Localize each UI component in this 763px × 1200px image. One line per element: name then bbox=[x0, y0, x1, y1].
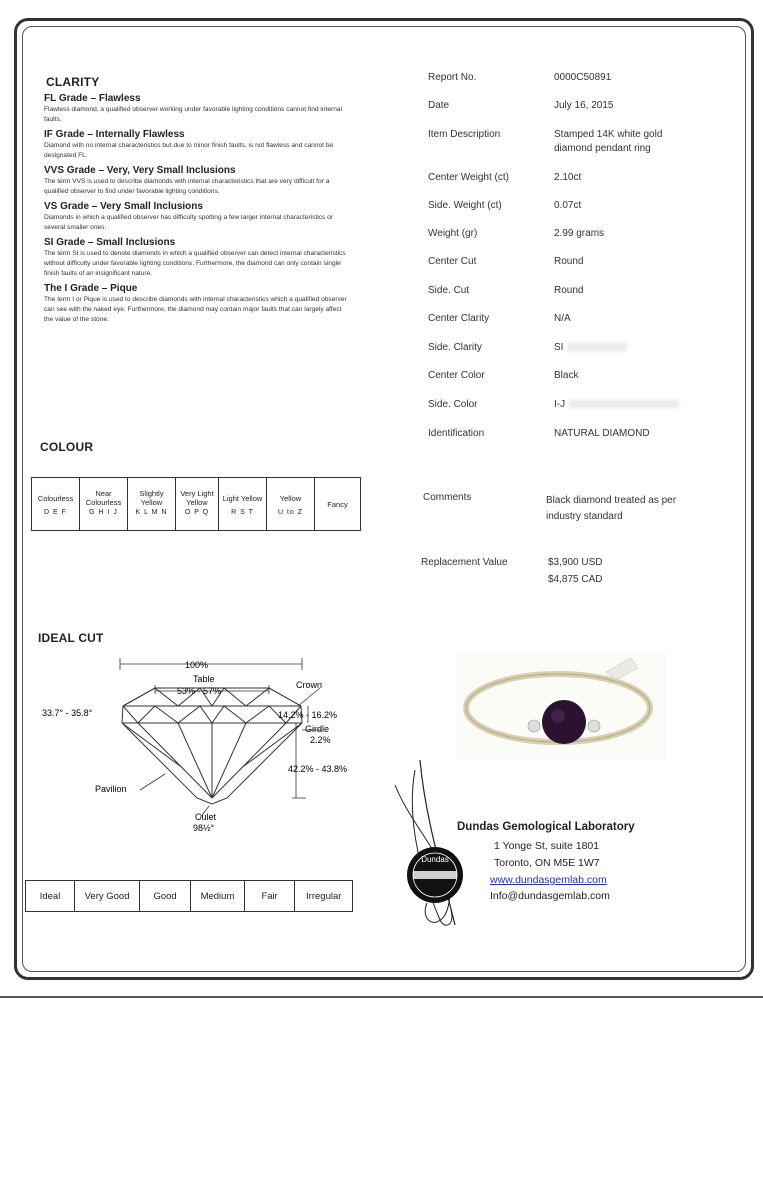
report-label-weight-gr: Weight (gr) bbox=[428, 228, 478, 239]
report-value-side-color: I-J bbox=[554, 399, 566, 410]
colour-scale-table bbox=[31, 477, 361, 531]
report-value-weight-gr: 2.99 grams bbox=[554, 228, 605, 239]
report-value-side-clarity: SI bbox=[554, 342, 564, 353]
clarity-grade-i bbox=[44, 283, 350, 325]
cut-grade-medium: Medium bbox=[191, 881, 245, 912]
colour-cell-very-light-yellow bbox=[176, 478, 219, 531]
colour-title: COLOUR bbox=[40, 440, 94, 454]
report-label-center-cut: Center Cut bbox=[428, 256, 477, 267]
ideal-cut-title: IDEAL CUT bbox=[38, 631, 104, 645]
report-value-date: July 16, 2015 bbox=[554, 100, 614, 111]
seal-text: Dundas bbox=[421, 855, 449, 864]
report-label-center-color: Center Color bbox=[428, 370, 485, 381]
cut-grade-table bbox=[25, 880, 353, 912]
grade-description: The term SI is used to denote diamonds in which a qualified observer can detect internal characteristics without difficulty under favorable lighting conditions. Furthermore, the diamond can only contain single finish faults of an insignificant nature. bbox=[44, 250, 346, 277]
report-value-side-weight: 0.07ct bbox=[554, 200, 582, 211]
grade-heading: VVS Grade – Very, Very Small Inclusions bbox=[44, 165, 236, 176]
report-value-identification: NATURAL DIAMOND bbox=[554, 428, 650, 439]
report-value-side-color-wrap bbox=[554, 398, 734, 412]
diamond-outline bbox=[122, 688, 302, 804]
cut-grade-irregular: Irregular bbox=[295, 881, 353, 912]
report-value-item-description: Stamped 14K white gold diamond pendant ring bbox=[554, 129, 663, 154]
width-label: 100% bbox=[185, 660, 209, 670]
grade-description: The term I or Pique is used to describe diamonds with internal characteristics which a qualified observer can see with the naked eye. Furthermore, the diamond may contain major faults that can largely affect the value of the stone. bbox=[44, 296, 347, 323]
colour-name: Colourless bbox=[37, 493, 74, 503]
dimension-lines bbox=[120, 658, 322, 818]
report-label-center-weight: Center Weight (ct) bbox=[428, 172, 509, 183]
page-bottom-rule bbox=[0, 996, 763, 998]
clarity-grade-si bbox=[44, 237, 350, 279]
grade-heading: The I Grade – Pique bbox=[44, 283, 138, 294]
report-value-center-clarity: N/A bbox=[554, 313, 571, 324]
grade-heading: VS Grade – Very Small Inclusions bbox=[44, 201, 203, 212]
report-label-side-cut: Side. Cut bbox=[428, 285, 470, 296]
grade-heading: SI Grade – Small Inclusions bbox=[44, 237, 176, 248]
diamond-cut-diagram bbox=[30, 648, 370, 840]
colour-cell-colourless bbox=[32, 478, 80, 531]
side-stone-left bbox=[528, 720, 540, 732]
report-label-side-color: Side. Color bbox=[428, 399, 478, 410]
culet-label: Culet bbox=[195, 812, 217, 822]
grade-description: Flawless diamond, a qualified observer working under favorable lighting conditions cannot find internal faults. bbox=[44, 106, 342, 123]
clarity-grade-fl bbox=[44, 93, 350, 125]
report-value-center-cut: Round bbox=[554, 256, 584, 267]
report-value-report-no: 0000C50891 bbox=[554, 72, 612, 83]
comments-label: Comments bbox=[423, 492, 472, 503]
center-stone bbox=[542, 700, 586, 744]
lab-address-line1: 1 Yonge St, suite 1801 bbox=[494, 840, 600, 852]
comments-value: Black diamond treated as per industry standard bbox=[546, 495, 677, 522]
grade-description: Diamond with no internal characteristics but due to minor finish faults, is not flawless and cannot be designated FL. bbox=[44, 142, 334, 159]
report-label-side-clarity: Side. Clarity bbox=[428, 342, 482, 353]
culet-value-label: 98½° bbox=[193, 823, 215, 833]
replacement-value-usd: $3,900 USD bbox=[548, 557, 603, 568]
redacted-text bbox=[567, 343, 627, 351]
colour-grades: R S T bbox=[231, 509, 254, 516]
report-value-center-weight: 2.10ct bbox=[554, 172, 582, 183]
crown-angle-label: 33.7° - 35.8° bbox=[42, 708, 93, 718]
report-label-identification: Identification bbox=[428, 428, 485, 439]
crown-label: Crown bbox=[296, 680, 323, 690]
table-range-label: 53% - 57% bbox=[177, 686, 222, 696]
seal-band bbox=[413, 871, 457, 879]
colour-name: Yellow bbox=[279, 493, 302, 503]
stone-highlight bbox=[551, 709, 565, 723]
colour-cell-fancy bbox=[315, 478, 361, 531]
table-label: Table bbox=[193, 674, 215, 684]
lab-website-link[interactable]: www.dundasgemlab.com bbox=[490, 874, 607, 886]
colour-cell-light-yellow bbox=[219, 478, 267, 531]
lab-name: Dundas Gemological Laboratory bbox=[457, 821, 635, 833]
report-value-side-cut: Round bbox=[554, 285, 584, 296]
grade-heading: IF Grade – Internally Flawless bbox=[44, 129, 185, 140]
girdle-value-label: 2.2% bbox=[310, 735, 331, 745]
cut-grade-very-good: Very Good bbox=[75, 881, 140, 912]
replacement-value-label: Replacement Value bbox=[421, 557, 508, 568]
colour-name: Light Yellow bbox=[222, 493, 263, 503]
report-label-side-weight: Side. Weight (ct) bbox=[428, 200, 502, 211]
crown-height-label: 14.2% - 16.2% bbox=[278, 710, 338, 720]
side-stone-right bbox=[588, 720, 600, 732]
report-value-side-clarity-wrap bbox=[554, 341, 734, 355]
pavilion-label: Pavilion bbox=[95, 784, 127, 794]
cut-grade-good: Good bbox=[140, 881, 191, 912]
grade-description: Diamonds in which a qualified observer has difficulty spotting a few larger internal characteristics or several smaller ones. bbox=[44, 214, 334, 231]
cut-grade-ideal: Ideal bbox=[26, 881, 75, 912]
colour-name: Slightly Yellow bbox=[139, 489, 164, 507]
colour-name: Fancy bbox=[327, 499, 348, 509]
ring-photo bbox=[456, 650, 666, 760]
colour-name: Near Colourless bbox=[85, 489, 122, 507]
pavilion-depth-label: 42.2% - 43.8% bbox=[288, 764, 348, 774]
colour-grades: G H I J bbox=[89, 509, 118, 516]
colour-cell-yellow bbox=[267, 478, 315, 531]
colour-cell-slightly-yellow bbox=[128, 478, 176, 531]
report-label-item-description: Item Description bbox=[428, 129, 501, 140]
colour-grades: U to Z bbox=[277, 509, 304, 516]
report-label-center-clarity: Center Clarity bbox=[428, 313, 490, 324]
report-value-center-color: Black bbox=[554, 370, 579, 381]
signature-and-seal bbox=[385, 755, 480, 930]
clarity-grade-vvs bbox=[44, 165, 350, 197]
grade-description: The term VVS is used to describe diamonds with internal characteristics that are very difficult for a qualified observer to find under favorable lighting conditions. bbox=[44, 178, 330, 195]
report-label-report-no: Report No. bbox=[428, 72, 477, 83]
colour-grades: O P Q bbox=[184, 509, 210, 516]
redacted-text bbox=[569, 400, 679, 408]
colour-grades: K L M N bbox=[135, 509, 168, 516]
clarity-grade-vs bbox=[44, 201, 350, 233]
girdle-label: Girdle bbox=[305, 724, 330, 734]
colour-name: Very Light Yellow bbox=[180, 489, 214, 507]
clarity-grades bbox=[44, 93, 350, 325]
colour-cell-near-colourless bbox=[80, 478, 128, 531]
colour-grades: D E F bbox=[44, 509, 67, 516]
lab-address-line2: Toronto, ON M5E 1W7 bbox=[494, 857, 600, 869]
replacement-value-cad: $4,875 CAD bbox=[548, 574, 603, 585]
grade-heading: FL Grade – Flawless bbox=[44, 93, 141, 104]
lab-email[interactable]: Info@dundasgemlab.com bbox=[490, 890, 610, 902]
report-label-date: Date bbox=[428, 100, 450, 111]
clarity-grade-if bbox=[44, 129, 350, 161]
clarity-title: CLARITY bbox=[46, 75, 100, 89]
cut-grade-fair: Fair bbox=[244, 881, 295, 912]
